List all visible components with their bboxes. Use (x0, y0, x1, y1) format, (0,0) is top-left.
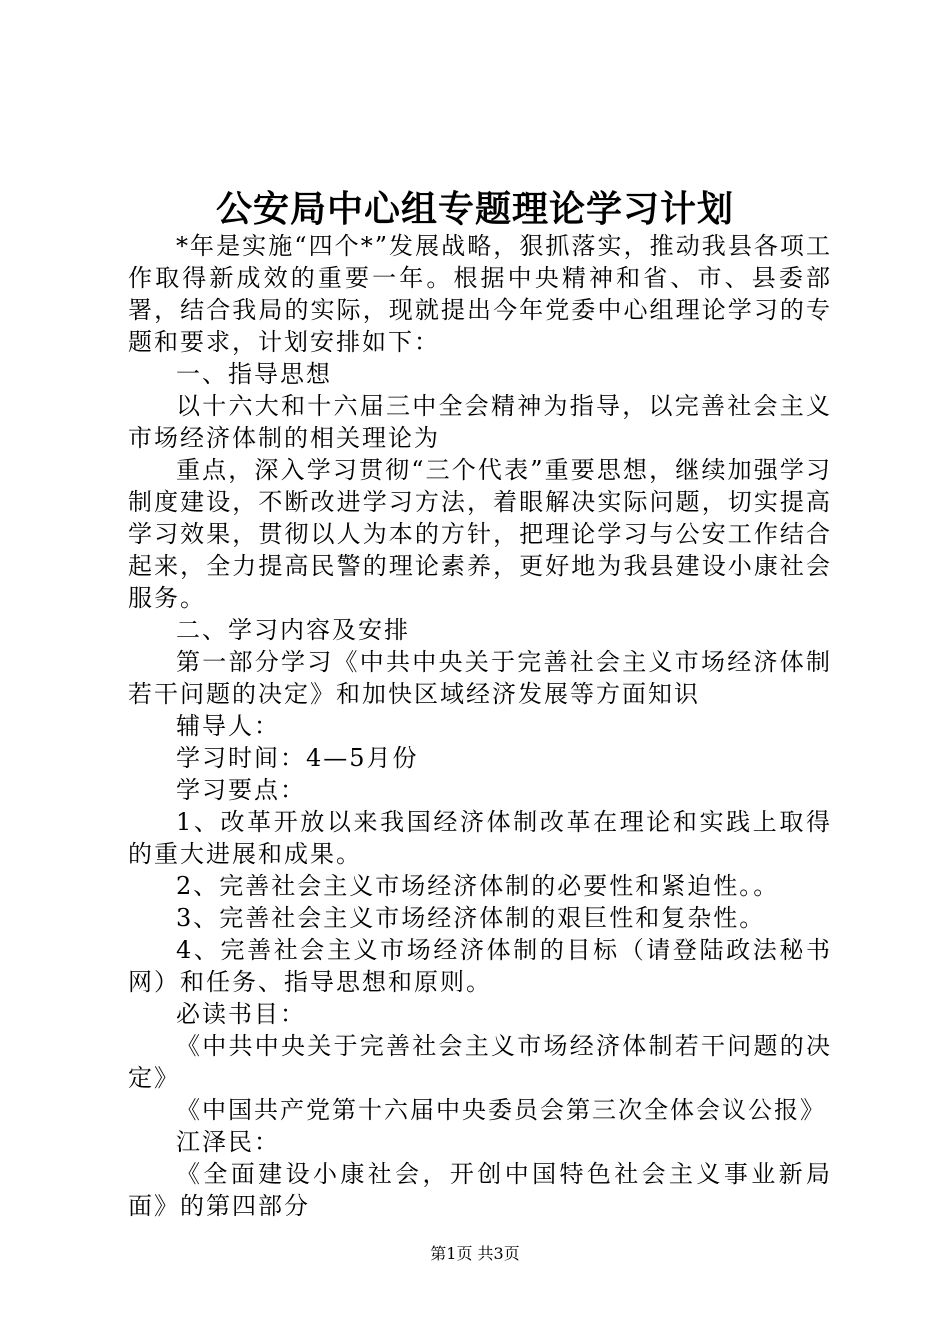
paragraph-study-time: 学习时间：4—5月份 (176, 744, 419, 772)
document-body (128, 230, 832, 1222)
paragraph-author: 江泽民： (176, 1128, 280, 1156)
paragraph-key-points: 学习要点： (176, 776, 306, 804)
paragraph-focus: 重点，深入学习贯彻“三个代表”重要思想，继续加强学习制度建设，不断改进学习方法，着眼解决实际问题，切实提高学习效果，贯彻以人为本的方针，把理论学习与公安工作结合起来，全力提高民警的理论素养，更好地为我县建设小康社会服务。 (128, 456, 832, 612)
paragraph-part-one: 第一部分学习《中共中央关于完善社会主义市场经济体制若干问题的决定》和加快区域经济发展等方面知识 (128, 648, 832, 708)
list-item-book-1: 《中共中央关于完善社会主义市场经济体制若干问题的决定》 (128, 1032, 832, 1092)
section-heading-content: 二、学习内容及安排 (176, 616, 410, 644)
paragraph-intro: *年是实施“四个*”发展战略，狠抓落实，推动我县各项工作取得新成效的重要一年。根据中央精神和省、市、县委部署，结合我局的实际，现就提出今年党委中心组理论学习的专题和要求，计划安排如下： (128, 232, 832, 356)
paragraph-required-reading: 必读书目： (176, 1000, 306, 1028)
list-item-point-3: 3、完善社会主义市场经济体制的艰巨性和复杂性。 (176, 904, 766, 932)
paragraph-guiding-thought: 以十六大和十六届三中全会精神为指导，以完善社会主义市场经济体制的相关理论为 (128, 392, 832, 452)
list-item-book-2: 《中国共产党第十六届中央委员会第三次全体会议公报》 (176, 1096, 826, 1124)
list-item-point-1: 1、改革开放以来我国经济体制改革在理论和实践上取得的重大进展和成果。 (128, 808, 832, 868)
list-item-point-2: 2、完善社会主义市场经济体制的必要性和紧迫性。。 (176, 872, 780, 900)
list-item-book-3: 《全面建设小康社会，开创中国特色社会主义事业新局面》的第四部分 (128, 1160, 832, 1220)
section-heading-guiding-thought: 一、指导思想 (176, 360, 332, 388)
page-number-footer: 第1页 共3页 (430, 1244, 520, 1263)
paragraph-tutor: 辅导人： (176, 712, 280, 740)
list-item-point-4: 4、完善社会主义市场经济体制的目标（请登陆政法秘书网）和任务、指导思想和原则。 (128, 936, 832, 996)
document-title: 公安局中心组专题理论学习计划 (215, 188, 734, 230)
